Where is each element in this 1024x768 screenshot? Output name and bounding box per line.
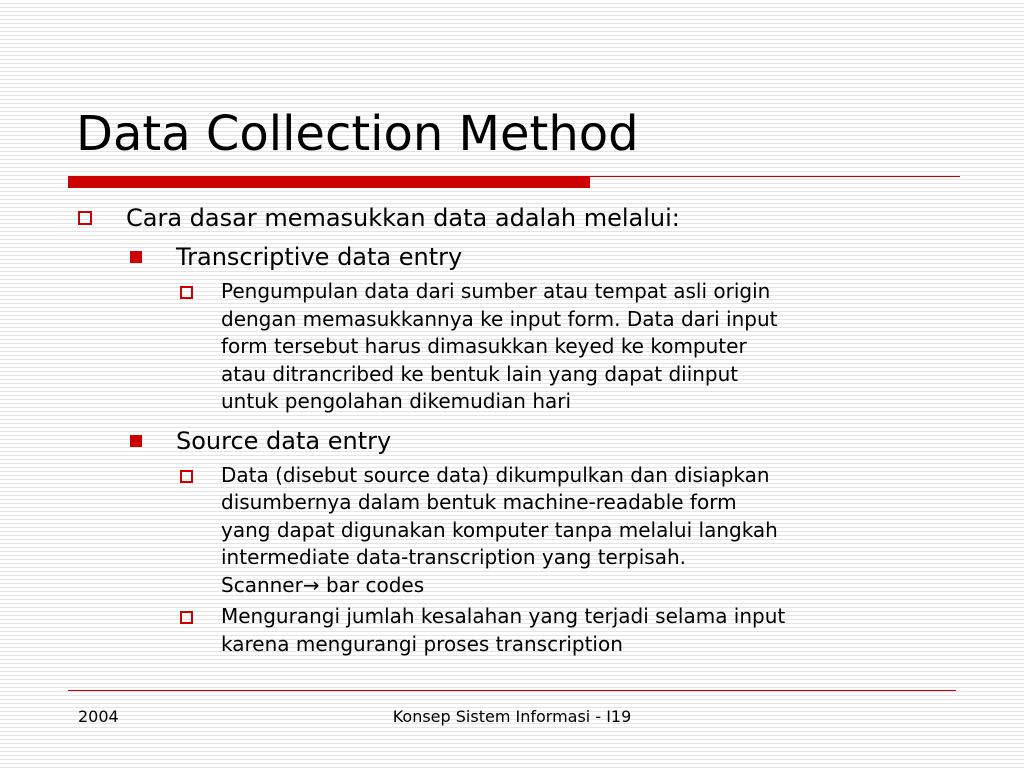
bullet-level3 — [0, 462, 1024, 600]
bullet-text-line-with-arrow — [221, 572, 964, 600]
slide-content — [0, 198, 1024, 658]
bullet-text: Source data entry — [176, 426, 392, 455]
bullet-text-line: atau ditrancribed ke bentuk lain yang dapat diinput — [221, 361, 739, 386]
filled-square-bullet-icon — [130, 435, 142, 447]
hollow-square-bullet-icon — [180, 286, 193, 299]
hollow-square-bullet-icon — [180, 470, 193, 483]
footer-divider — [68, 690, 956, 691]
bullet-text: Transcriptive data entry — [176, 243, 463, 271]
filled-square-bullet-icon — [130, 251, 142, 263]
footer-date: 2004 — [78, 707, 119, 726]
bullet-text-line: dengan memasukkannya ke input form. Data dari input — [221, 306, 778, 331]
scanner-text: Scanner — [221, 572, 303, 597]
bullet-text-line: Pengumpulan data dari sumber atau tempat asli origin — [221, 279, 771, 303]
title-underline-thick — [68, 176, 590, 188]
hollow-square-bullet-icon — [78, 211, 92, 225]
bullet-text-line: intermediate data-transcription yang terpisah. — [221, 545, 687, 569]
bullet-text: Cara dasar memasukkan data adalah melalui: — [126, 204, 680, 232]
bullet-level2 — [0, 424, 1024, 458]
footer-course-title: Konsep Sistem Informasi - I19 — [392, 707, 632, 726]
bullet-text-line: yang dapat digunakan komputer tanpa melalui langkah — [221, 517, 778, 542]
right-arrow-icon: → — [302, 572, 320, 597]
bullet-level3 — [0, 603, 1024, 658]
bullet-text-line: Data (disebut source data) dikumpulkan dan disiapkan — [221, 462, 770, 487]
bullet-level1 — [0, 198, 1024, 238]
bullet-text-line: disumbernya dalam bentuk machine-readable form — [221, 490, 737, 514]
bullet-text-line: Mengurangi jumlah kesalahan yang terjadi selama input — [221, 604, 786, 628]
hollow-square-bullet-icon — [180, 611, 193, 624]
bullet-level2 — [0, 240, 1024, 274]
bullet-text-line: karena mengurangi proses transcription — [221, 631, 623, 656]
slide-title: Data Collection Method — [76, 106, 639, 162]
bar-codes-text: bar codes — [319, 572, 425, 597]
bullet-level3 — [0, 278, 1024, 416]
bullet-text-line: untuk pengolahan dikemudian hari — [221, 389, 572, 413]
bullet-text-line: form tersebut harus dimasukkan keyed ke komputer — [221, 334, 747, 358]
